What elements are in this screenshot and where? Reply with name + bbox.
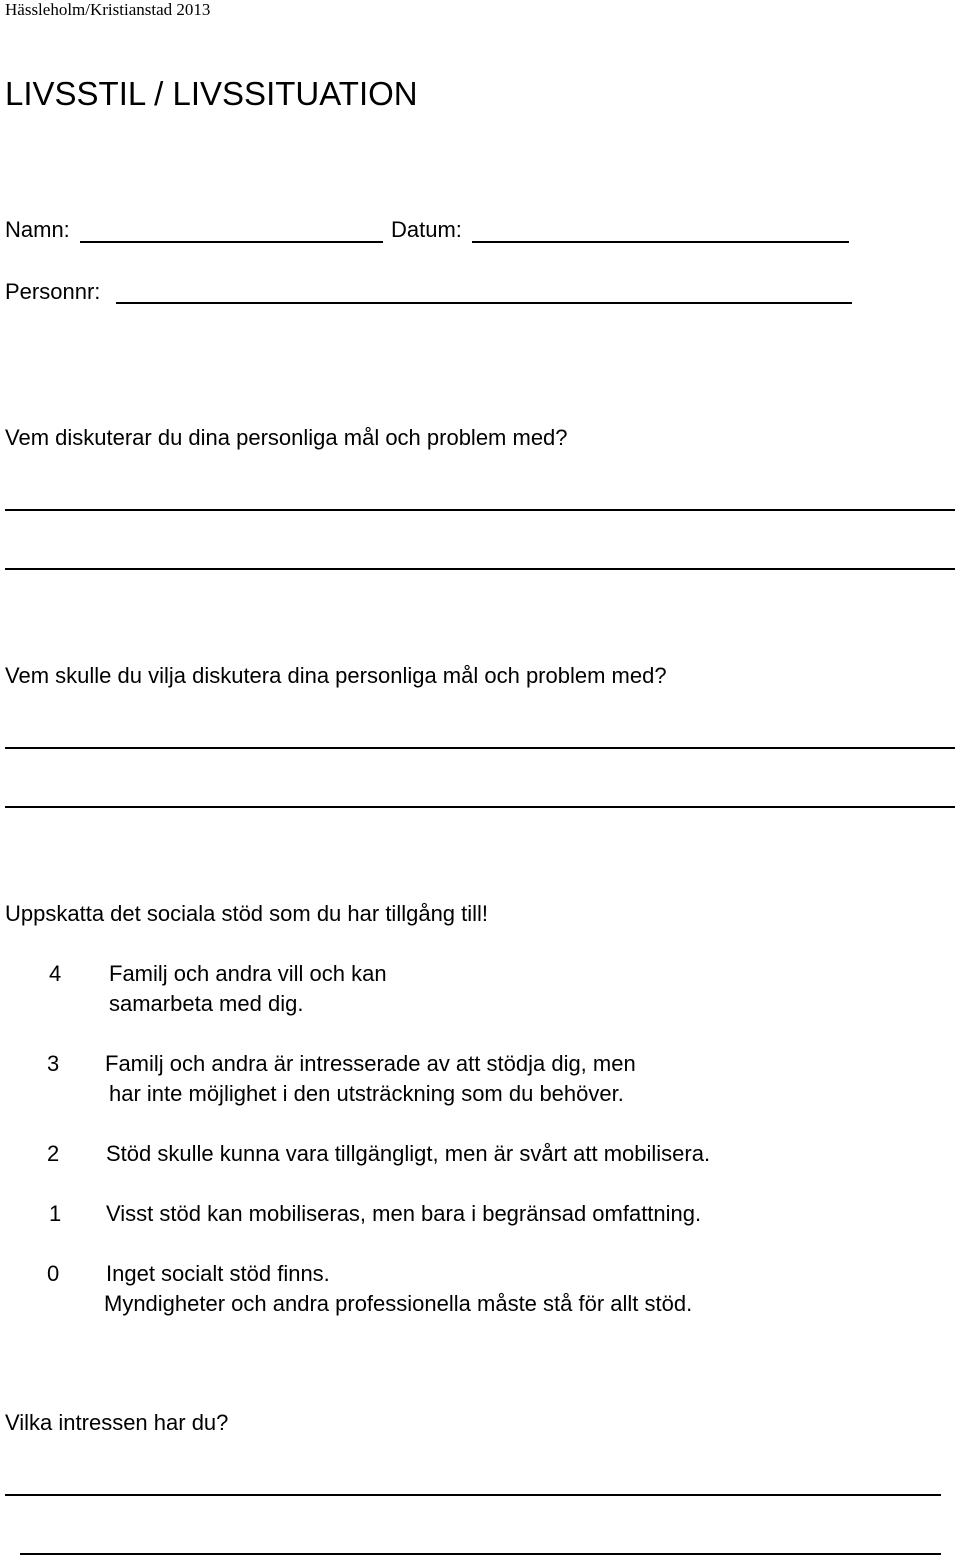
answer-line-1a[interactable] — [5, 509, 955, 511]
scale-number: 4 — [49, 961, 62, 986]
scale-text: samarbeta med dig. — [109, 991, 304, 1016]
answer-line-1b[interactable] — [5, 568, 955, 570]
answer-line-2a[interactable] — [5, 747, 955, 749]
scale-text: Stöd skulle kunna vara tillgängligt, men är svårt att mobilisera. — [106, 1141, 711, 1166]
document-header: Hässleholm/Kristianstad 2013 — [5, 0, 211, 19]
scale-text: Myndigheter och andra professionella måste stå för allt stöd. — [104, 1291, 693, 1316]
scale-text: Inget socialt stöd finns. — [106, 1261, 330, 1286]
scale-number: 1 — [49, 1201, 62, 1226]
personnr-label: Personnr: — [5, 279, 101, 304]
scale-text: Familj och andra vill och kan — [109, 961, 387, 986]
scale-number: 0 — [47, 1261, 60, 1286]
scale-number: 3 — [47, 1051, 60, 1076]
name-label: Namn: — [5, 217, 70, 242]
question-1: Vem diskuterar du dina personliga mål och problem med? — [5, 425, 568, 450]
name-field[interactable] — [80, 241, 383, 243]
answer-line-2b[interactable] — [5, 806, 955, 808]
question-3: Uppskatta det sociala stöd som du har tillgång till! — [5, 901, 489, 926]
scale-text: har inte möjlighet i den utsträckning som du behöver. — [109, 1081, 624, 1106]
question-4: Vilka intressen har du? — [5, 1410, 229, 1435]
date-field[interactable] — [472, 241, 849, 243]
date-label: Datum: — [391, 217, 462, 242]
question-2: Vem skulle du vilja diskutera dina personliga mål och problem med? — [5, 663, 667, 688]
answer-line-4b[interactable] — [20, 1553, 941, 1555]
scale-text: Familj och andra är intresserade av att stödja dig, men — [105, 1051, 636, 1076]
answer-line-4a[interactable] — [5, 1494, 941, 1496]
personnr-field[interactable] — [116, 302, 852, 304]
page-title: LIVSSTIL / LIVSSITUATION — [5, 75, 418, 112]
scale-number: 2 — [47, 1141, 60, 1166]
scale-text: Visst stöd kan mobiliseras, men bara i begränsad omfattning. — [106, 1201, 702, 1226]
